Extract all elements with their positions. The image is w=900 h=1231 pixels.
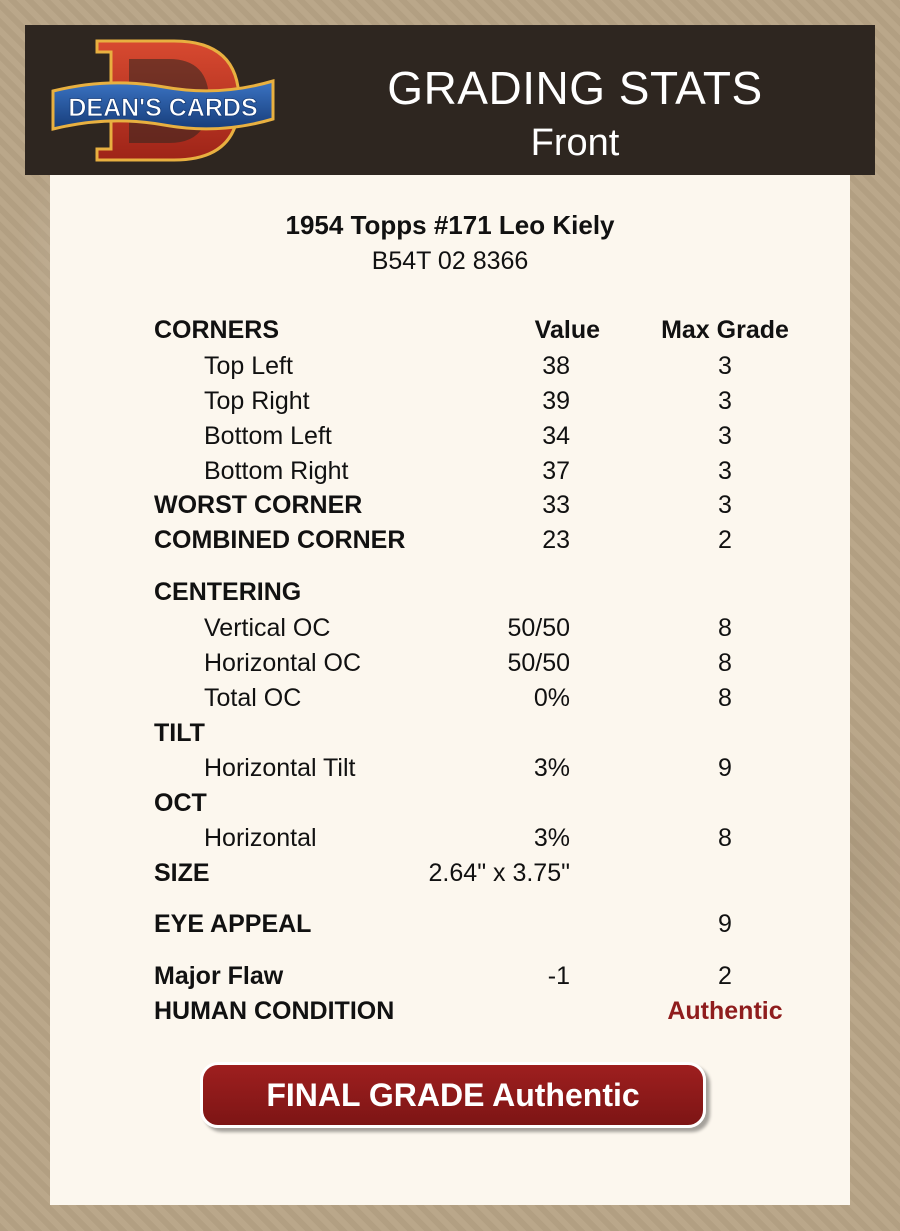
human-condition-row <box>50 997 850 1031</box>
stat-max-grade: 8 <box>718 824 732 852</box>
corners-header-row <box>50 316 850 350</box>
stat-label: COMBINED CORNER <box>154 526 406 554</box>
stat-row <box>50 614 850 648</box>
stat-value: 34 <box>542 422 570 450</box>
stat-value: 37 <box>542 457 570 485</box>
value-column-header: Value <box>534 316 600 344</box>
centering-header-row <box>50 578 850 612</box>
stat-max-grade: 3 <box>718 457 732 485</box>
stat-label: Bottom Left <box>204 422 332 450</box>
deans-cards-logo <box>49 39 279 164</box>
stat-value: 50/50 <box>507 649 570 677</box>
stat-value: 38 <box>542 352 570 380</box>
stat-max-grade: 9 <box>718 754 732 782</box>
stat-max-grade: 3 <box>718 422 732 450</box>
final-grade-button[interactable]: FINAL GRADE Authentic <box>200 1062 706 1128</box>
page-subtitle: Front <box>530 122 620 164</box>
stat-label: Top Left <box>204 352 293 380</box>
stat-max-grade: 3 <box>718 352 732 380</box>
tilt-label: TILT <box>154 719 205 747</box>
stat-max-grade: 8 <box>718 614 732 642</box>
stat-row <box>50 824 850 858</box>
stat-label: Horizontal OC <box>204 649 361 677</box>
human-condition-label: HUMAN CONDITION <box>154 997 395 1025</box>
stat-max-grade: 2 <box>718 526 732 554</box>
size-label: SIZE <box>154 859 210 887</box>
stat-max-grade: 3 <box>718 491 732 519</box>
card-name: 1954 Topps #171 Leo Kiely <box>285 210 615 240</box>
stat-row <box>50 684 850 718</box>
oct-label: OCT <box>154 789 207 817</box>
logo-text: DEAN'S CARDS <box>68 94 258 122</box>
stat-label: Bottom Right <box>204 457 349 485</box>
stat-value: 39 <box>542 387 570 415</box>
stat-row <box>50 387 850 421</box>
major-flaw-row <box>50 962 850 996</box>
major-flaw-label: Major Flaw <box>154 962 284 990</box>
eye-appeal-row <box>50 910 850 944</box>
stat-label: WORST CORNER <box>154 491 363 519</box>
stat-label: Vertical OC <box>204 614 331 642</box>
eye-appeal-max-grade: 9 <box>718 910 732 938</box>
corners-label: CORNERS <box>154 316 280 344</box>
stat-row <box>50 491 850 525</box>
stat-row <box>50 457 850 491</box>
human-condition-grade: Authentic <box>667 997 783 1025</box>
header-bar <box>25 25 875 175</box>
stat-max-grade: 8 <box>718 684 732 712</box>
stat-value: 3% <box>533 824 570 852</box>
stats-panel <box>50 175 850 1205</box>
stat-row <box>50 649 850 683</box>
stat-max-grade: 3 <box>718 387 732 415</box>
major-flaw-max-grade: 2 <box>718 962 732 990</box>
stat-value: 3% <box>533 754 570 782</box>
page-title: GRADING STATS <box>387 62 763 114</box>
stat-label: Horizontal <box>204 824 317 852</box>
stat-value: 23 <box>542 526 570 554</box>
stat-row <box>50 526 850 560</box>
stat-value: 0% <box>533 684 570 712</box>
stat-value: 50/50 <box>507 614 570 642</box>
major-flaw-value: -1 <box>547 962 570 990</box>
tilt-header-row <box>50 719 850 753</box>
stat-row <box>50 422 850 456</box>
stat-label: Top Right <box>204 387 310 415</box>
cert-number: B54T 02 8366 <box>371 247 529 275</box>
centering-label: CENTERING <box>154 578 302 606</box>
oct-header-row <box>50 789 850 823</box>
stat-row <box>50 352 850 386</box>
max-grade-column-header: Max Grade <box>661 316 789 344</box>
eye-appeal-label: EYE APPEAL <box>154 910 312 938</box>
stat-value: 33 <box>542 491 570 519</box>
size-row <box>50 859 850 893</box>
stat-label: Horizontal Tilt <box>204 754 356 782</box>
stat-label: Total OC <box>204 684 302 712</box>
stat-row <box>50 754 850 788</box>
stat-max-grade: 8 <box>718 649 732 677</box>
size-value: 2.64" x 3.75" <box>428 859 570 887</box>
